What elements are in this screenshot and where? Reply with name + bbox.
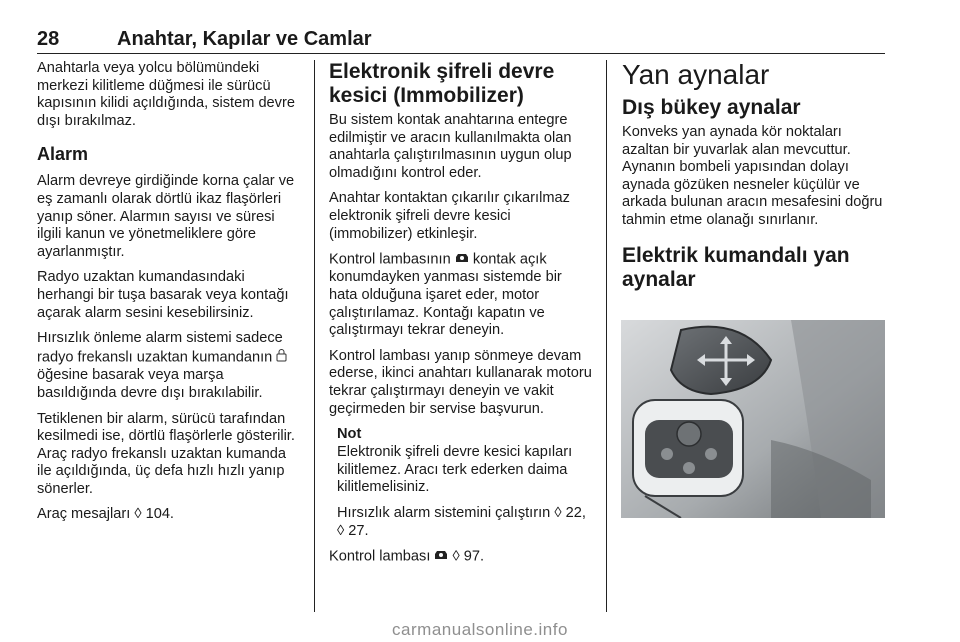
immobilizer-paragraph-5 (329, 548, 593, 566)
immobilizer-paragraph-3a: Kontrol lambasının (329, 251, 451, 268)
immobilizer-heading: Elektronik şifreli devre kesici (Immobilizer) (329, 60, 555, 107)
chapter-title: Anahtar, Kapılar ve Camlar (117, 28, 372, 50)
watermark: carmanualsonline.info (392, 620, 568, 639)
convex-mirrors-heading: Dış bükey aynalar (622, 96, 801, 119)
lock-icon (276, 348, 287, 368)
note-paragraph-2: Hırsızlık alarm sistemini çalıştırın ◊ 22, ◊ 27. (337, 504, 586, 539)
alarm-paragraph-1: Alarm devreye girdiğinde korna çalar ve eş zamanlı olarak dörtlü ikaz flaşörleri yanıp söner. Alarmın sayısı ve süresi ilgili kanun ve yönetmeliklere göre ayarlanmıştır. (37, 173, 295, 260)
page-number: 28 (37, 28, 60, 50)
column-divider (314, 60, 315, 612)
intro-paragraph: Anahtarla veya yolcu bölümündeki merkezi kilitleme düğmesi ile sürücü kapısının kilidi açıldığında, sistem devre dışı bırakılmaz. (37, 60, 295, 129)
alarm-paragraph-4: Tetiklenen bir alarm, sürücü tarafından kesilmedi ise, dörtlü flaşörlerle gösterilir. Araç radyo frekanslı uzaktan kumanda ile açıldığında, üç defa hızlı hızlı yanıp sönerler. (37, 410, 295, 497)
note-paragraph-1: Elektronik şifreli devre kesici kapıları kilitlemez. Aracı terk ederken daima kilitlemelisiniz. (337, 444, 573, 496)
alarm-paragraph-3a: Hırsızlık önleme alarm sistemi sadece radyo frekanslı uzaktan kumandanın (37, 330, 283, 366)
mirror-control-illustration (621, 320, 885, 518)
immobilizer-paragraph-1: Bu sistem kontak anahtarına entegre edilmiştir ve aracın kullanılmakta olan anahtarla çalıştırılmasının uygun olup olmadığını kontrol eder. (329, 112, 572, 181)
note-heading: Not (337, 426, 362, 443)
header-rule (37, 53, 885, 54)
alarm-heading: Alarm (37, 144, 89, 165)
column-divider (606, 60, 607, 612)
immobilizer-warning-icon (455, 251, 469, 269)
alarm-paragraph-3 (37, 330, 299, 402)
immobilizer-warning-icon (434, 548, 448, 566)
electric-mirrors-heading: Elektrik kumandalı yan aynalar (622, 243, 850, 291)
convex-mirrors-paragraph: Konveks yan aynada kör noktaları azaltan bir yuvarlak alan mevcuttur. Aynanın bombeli yapısından dolayı aynada gözüken nesneler küçülür ve arkada bulunan aracın mesafesini doğru tahmin etme olanağı sınırlanır. (622, 124, 883, 228)
immobilizer-paragraph-5a: Kontrol lambası (329, 548, 431, 565)
immobilizer-paragraph-5b: ◊ 97. (452, 548, 485, 565)
section-title: Yan aynalar (622, 59, 770, 90)
immobilizer-paragraph-2: Anahtar kontaktan çıkarılır çıkarılmaz elektronik şifreli devre kesici (immobilizer) etkinleşir. (329, 190, 570, 242)
page-header (37, 28, 885, 52)
alarm-paragraph-5: Araç mesajları ◊ 104. (37, 506, 174, 523)
immobilizer-paragraph-4: Kontrol lambası yanıp sönmeye devam ederse, ikinci anahtarı kullanarak motoru tekrar çalıştırmayı deneyin ve vakit geçirmeden bir servise başvurun. (329, 347, 592, 417)
column-middle (329, 60, 593, 574)
column-right (622, 60, 888, 296)
note-box (329, 426, 593, 540)
immobilizer-paragraph-3b: kontak açık konumdayken yanması sistemde bir hata olduğuna işaret eder, motor çalıştırılamaz. Kontağı kapatın ve çalıştırmayı tekrar deneyin. (329, 251, 562, 339)
immobilizer-paragraph-3 (329, 251, 593, 340)
alarm-paragraph-2: Radyo uzaktan kumandasındaki herhangi bir tuşa basarak veya kontağı açarak alarm sesini kesebilirsiniz. (37, 269, 289, 321)
alarm-paragraph-3b: öğesine basarak veya marşa basıldığında devre dışı bırakılabilir. (37, 367, 263, 401)
column-left (37, 60, 299, 532)
